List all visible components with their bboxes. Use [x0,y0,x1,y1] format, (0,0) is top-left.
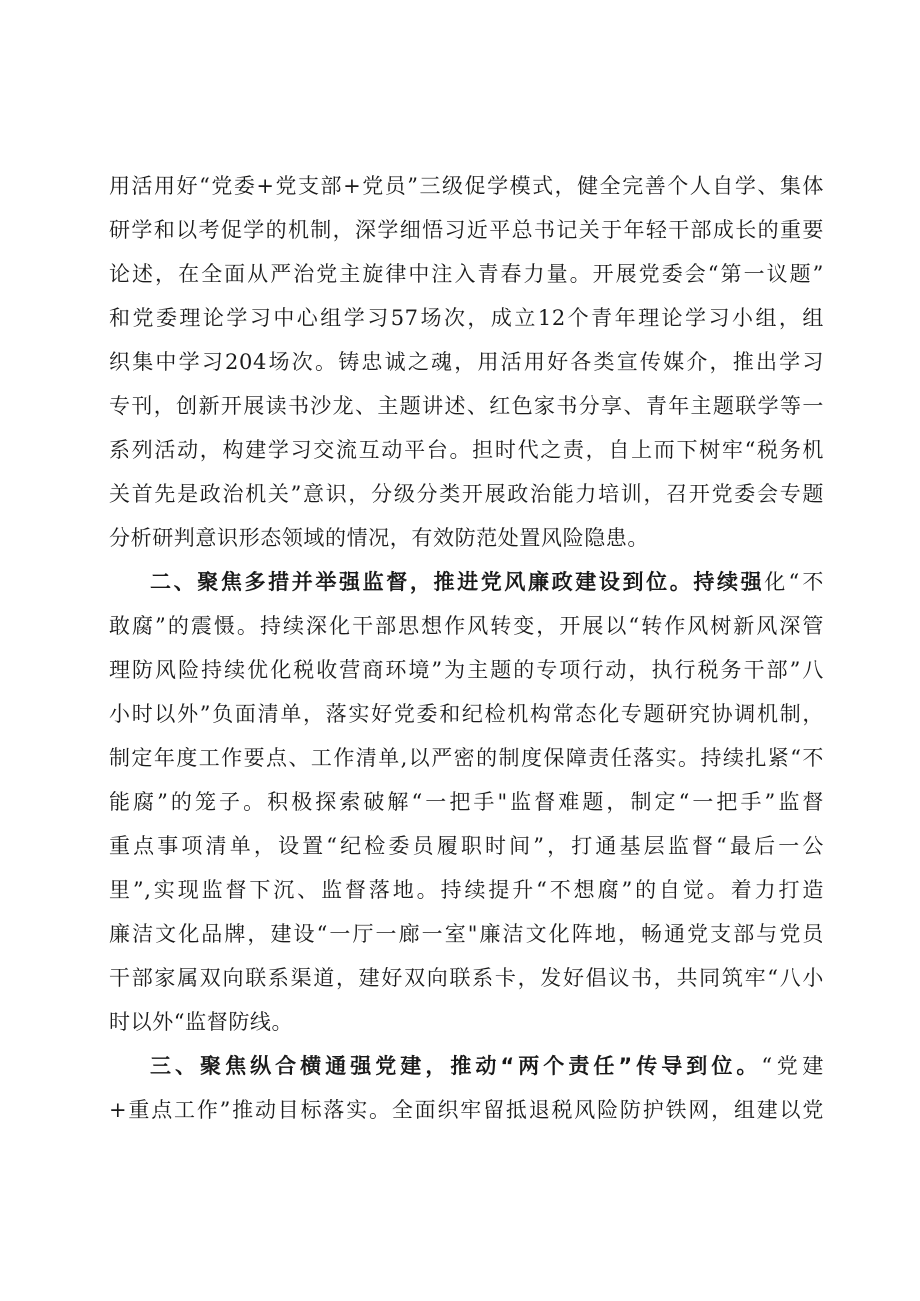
paragraph-2-heading: 二、聚焦多措并举强监督，推进党风廉政建设到位。持续强 [150,570,765,594]
paragraph-2-line-8: 廉洁文化品牌，建设“一厅一廊一室"廉洁文化阵地，畅通党支部与党员 [109,922,824,946]
paragraph-1-line-8: 关首先是政治机关”意识，分级分类开展政治能力培训，召开党委会专题 [109,482,824,506]
paragraph-1-line-2: 研学和以考促学的机制，深学细悟习近平总书记关于年轻干部成长的重要 [109,218,824,242]
paragraph-1-line-1: 用活用好“党委+党支部+党员”三级促学模式，健全完善个人自学、集体 [109,174,824,198]
paragraph-3-heading-tail: “党建 [761,1054,824,1078]
paragraph-2-line-9: 干部家属双向联系渠道，建好双向联系卡，发好倡议书，共同筑牢“八小 [109,966,824,990]
paragraph-1-line-5: 织集中学习204场次。铸忠诚之魂，用活用好各类宣传媒介，推出学习 [109,350,824,374]
paragraph-3-heading: 三、聚焦纵合横通强党建，推动“两个责任”传导到位。 [150,1054,762,1078]
paragraph-2-line-1: 敢腐”的震慑。持续深化干部思想作风转变，开展以“转作风树新风深管 [109,614,824,638]
paragraph-2-line-5: 能腐”的笼子。积极探索破解“一把手"监督难题，制定“一把手”监督 [109,790,824,814]
paragraph-1-line-3: 论述，在全面从严治党主旋律中注入青春力量。开展党委会“第一议题” [109,262,824,286]
paragraph-2-line-6: 重点事项清单，设置“纪检委员履职时间”，打通基层监督“最后一公 [109,834,824,858]
paragraph-2-heading-line [150,562,824,602]
paragraph-2-line-4: 制定年度工作要点、工作清单,以严密的制度保障责任落实。持续扎紧“不 [109,746,824,770]
paragraph-1-line-4: 和党委理论学习中心组学习57场次，成立12个青年理论学习小组，组 [109,306,824,330]
paragraph-1-line-6: 专刊，创新开展读书沙龙、主题讲述、红色家书分享、青年主题联学等一 [109,394,824,418]
paragraph-2-line-2: 理防风险持续优化税收营商环境”为主题的专项行动，执行税务干部”八 [109,658,824,682]
paragraph-3-heading-line [150,1046,824,1086]
paragraph-1-line-7: 系列活动，构建学习交流互动平台。担时代之责，自上而下树牢“税务机 [109,438,824,462]
paragraph-2-line-7: 里”,实现监督下沉、监督落地。持续提升“不想腐”的自觉。着力打造 [109,878,824,902]
paragraph-2-line-3: 小时以外”负面清单，落实好党委和纪检机构常态化专题研究协调机制， [109,702,824,726]
paragraph-2-heading-tail: 化“不 [764,570,825,594]
paragraph-2-line-10: 时以外“监督防线。 [109,1010,294,1034]
paragraph-3-line-1: +重点工作”推动目标落实。全面织牢留抵退税风险防护铁网，组建以党 [109,1098,824,1122]
paragraph-1-line-9: 分析研判意识形态领域的情况，有效防范处置风险隐患。 [109,526,649,550]
